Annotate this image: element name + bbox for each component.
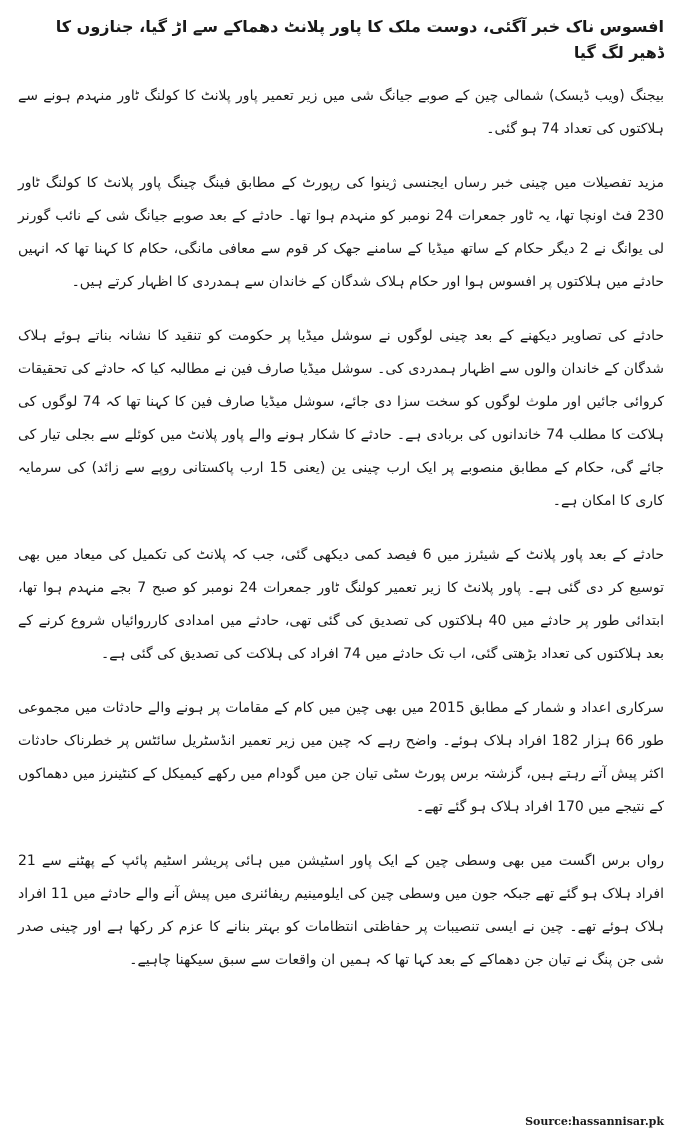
article-headline: افسوس ناک خبر آگئی، دوست ملک کا پاور پلانٹ دھماکے سے اڑ گیا، جنازوں کا ڈھیر لگ گیا xyxy=(55,17,664,62)
article-paragraph: مزید تفصیلات میں چینی خبر رساں ایجنسی ژینوا کی رپورٹ کے مطابق فینگ چینگ پاور پلانٹ کا کولنگ ٹاور 230 فٹ اونچا تھا، یہ ٹاور جمعرات 24 نومبر کو منہدم ہوا تھا۔ حادثے کے بعد صوبے جیانگ شی کے نائب گورنر لی یوانگ نے 2 دیگر حکام کے ساتھ میڈیا کے سامنے جھک کر قوم سے معافی مانگی، حکام کا کہنا تھا کہ انہیں حادثے میں ہلاکتوں پر افسوس ہوا اور حکام ہلاک شدگان کے خاندان سے ہمدردی کا اظہار کرتے ہیں۔ xyxy=(18,175,664,290)
article-paragraph: سرکاری اعداد و شمار کے مطابق 2015 میں بھی چین میں کام کے مقامات پر ہونے والے حادثات میں مجموعی طور 66 ہزار 182 افراد ہلاک ہوئے۔ واضح رہے کہ چین میں زیر تعمیر انڈسٹریل سائٹس پر خطرناک حادثات اکثر پیش آتے رہتے ہیں، گزشتہ برس پورٹ سٹی تیان جن میں گودام میں رکھے کیمیکل کے کنٹینرز میں دھماکوں کے نتیجے میں 170 افراد ہلاک ہو گئے تھے۔ xyxy=(18,700,665,815)
source-credit: Source:hassannisar.pk xyxy=(525,1115,664,1128)
article-paragraph: حادثے کی تصاویر دیکھنے کے بعد چینی لوگوں نے سوشل میڈیا پر حکومت کو تنقید کا نشانہ بناتے ہوئے ہلاک شدگان کے خاندان والوں سے اظہار ہمدردی کی۔ سوشل میڈیا صارف فین نے مطالبہ کیا کہ حادثے کی تحقیقات کروائی جائیں اور ملوث لوگوں کو سخت سزا دی جائے، سوشل میڈیا صارف فین کا کہنا تھا کہ 74 لوگوں کی ہلاکت کا مطلب 74 خاندانوں کی بربادی ہے۔ حادثے کا شکار ہونے والے پاور پلانٹ میں کوئلے سے بجلی تیار کی جائے گی، حکام کے مطابق منصوبے پر ایک ارب چینی ین (یعنی 15 ارب پاکستانی روپے سے زائد) کی سرمایہ کاری کا امکان ہے۔ xyxy=(18,328,664,509)
article-paragraph: رواں برس اگست میں بھی وسطی چین کے ایک پاور اسٹیشن میں ہائی پریشر اسٹیم پائپ کے پھٹنے سے 21 افراد ہلاک ہو گئے تھے جبکہ جون میں وسطی چین کی ایلومینیم ریفائنری میں پیش آنے والے حادثے میں 11 افراد ہلاک ہوئے تھے۔ چین نے ایسی تنصیبات پر حفاظتی انتظامات کو بہتر بنانے کا عزم کر رکھا ہے اور چینی صدر شی جن پنگ نے تیان جن دھماکے کے بعد کہا تھا کہ ہمیں ان واقعات سے سبق سیکھنا چاہیے۔ xyxy=(18,853,665,968)
article-paragraph: حادثے کے بعد پاور پلانٹ کے شیئرز میں 6 فیصد کمی دیکھی گئی، جب کہ پلانٹ کی تکمیل کی میعاد میں بھی توسیع کر دی گئی ہے۔ پاور پلانٹ کا زیر تعمیر کولنگ ٹاور جمعرات 24 نومبر کو صبح 7 بجے منہدم ہوا تھا، ابتدائی طور پر حادثے میں 40 ہلاکتوں کی تصدیق کی گئی تھی، حادثے میں امدادی کارروائیاں شروع کرنے کے بعد ہلاکتوں کی تعداد بڑھتی گئی، اب تک حادثے میں 74 افراد کی ہلاکت کی تصدیق کی گئی ہے۔ xyxy=(18,547,664,662)
article-paragraph: بیجنگ (ویب ڈیسک) شمالی چین کے صوبے جیانگ شی میں زیر تعمیر پاور پلانٹ کا کولنگ ٹاور منہدم ہونے سے ہلاکتوں کی تعداد 74 ہو گئی۔ xyxy=(18,88,664,137)
